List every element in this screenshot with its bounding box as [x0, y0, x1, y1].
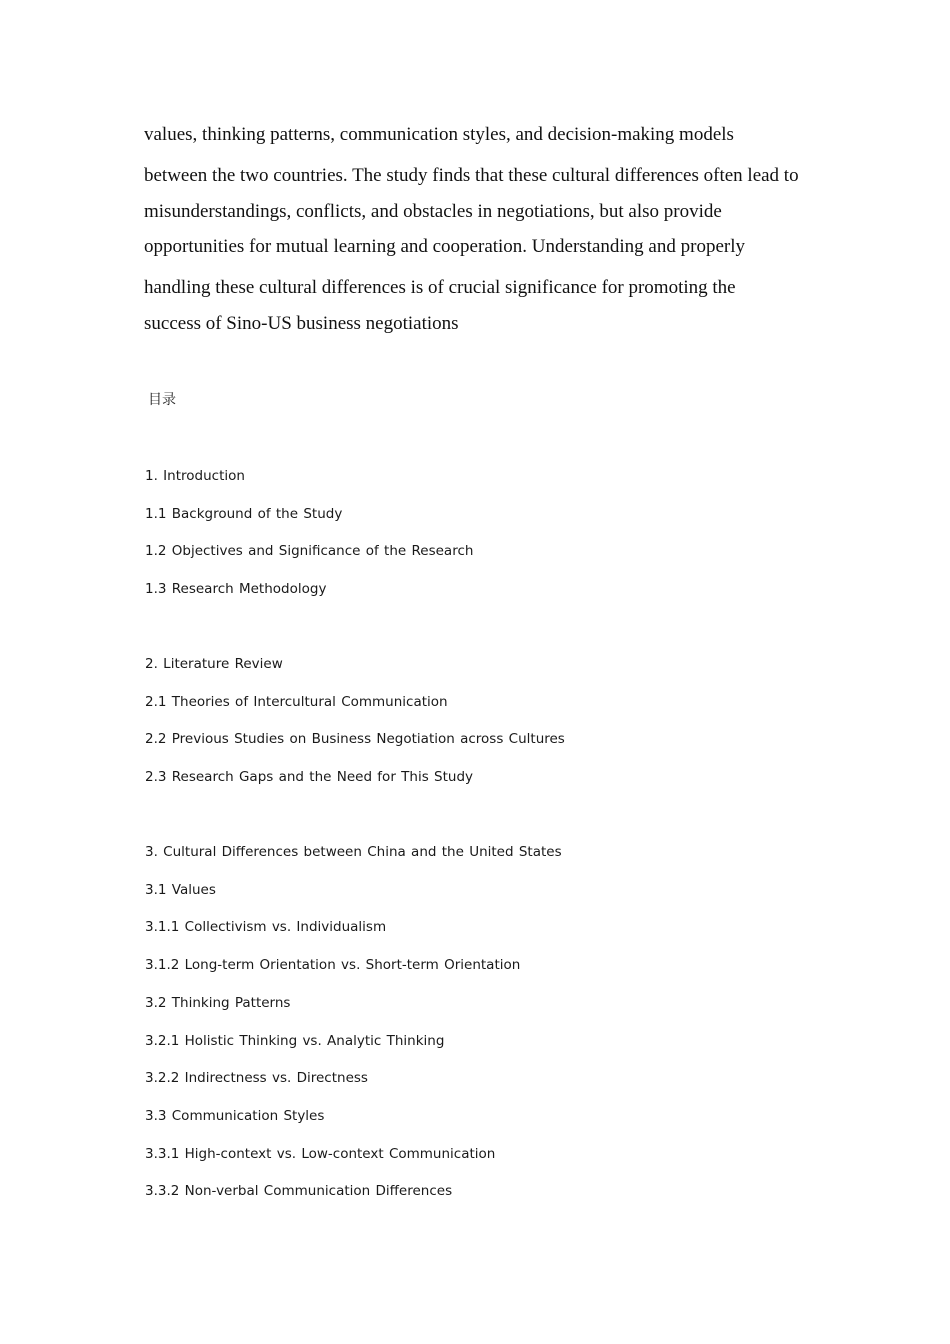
toc-entry-3-2-1: 3.2.1 Holistic Thinking vs. Analytic Thinking [145, 1033, 445, 1049]
toc-entry-1-3: 1.3 Research Methodology [145, 581, 327, 597]
toc-heading: 目录 [148, 392, 176, 408]
toc-entry-3-3-1: 3.3.1 High-context vs. Low-context Communication [145, 1146, 496, 1162]
toc-entry-chapter-1: 1. Introduction [145, 468, 245, 484]
toc-entry-2-1: 2.1 Theories of Intercultural Communication [145, 694, 448, 710]
toc-entry-1-1: 1.1 Background of the Study [145, 506, 343, 522]
toc-entry-3-3-2: 3.3.2 Non-verbal Communication Differences [145, 1183, 453, 1199]
abstract-line: opportunities for mutual learning and cooperation. Understanding and properly [144, 236, 745, 257]
toc-entry-chapter-2: 2. Literature Review [145, 656, 283, 672]
toc-entry-2-3: 2.3 Research Gaps and the Need for This Study [145, 769, 474, 785]
toc-entry-3-2-2: 3.2.2 Indirectness vs. Directness [145, 1070, 368, 1086]
abstract-line: values, thinking patterns, communication styles, and decision-making models [144, 124, 734, 145]
toc-entry-3-1-1: 3.1.1 Collectivism vs. Individualism [145, 919, 387, 935]
toc-entry-3-1-2: 3.1.2 Long-term Orientation vs. Short-term Orientation [145, 957, 521, 973]
toc-entry-chapter-3: 3. Cultural Differences between China and the United States [145, 844, 562, 860]
toc-entry-3-3: 3.3 Communication Styles [145, 1108, 325, 1124]
abstract-line: misunderstandings, conflicts, and obstacles in negotiations, but also provide [144, 201, 722, 222]
toc-entry-3-1: 3.1 Values [145, 882, 216, 898]
toc-entry-1-2: 1.2 Objectives and Significance of the Research [145, 543, 474, 559]
abstract-line: between the two countries. The study finds that these cultural differences often lead to [144, 165, 799, 186]
toc-entry-3-2: 3.2 Thinking Patterns [145, 995, 291, 1011]
abstract-line: success of Sino-US business negotiations [144, 313, 459, 334]
abstract-line: handling these cultural differences is of crucial significance for promoting the [144, 277, 736, 298]
toc-entry-2-2: 2.2 Previous Studies on Business Negotiation across Cultures [145, 731, 565, 747]
